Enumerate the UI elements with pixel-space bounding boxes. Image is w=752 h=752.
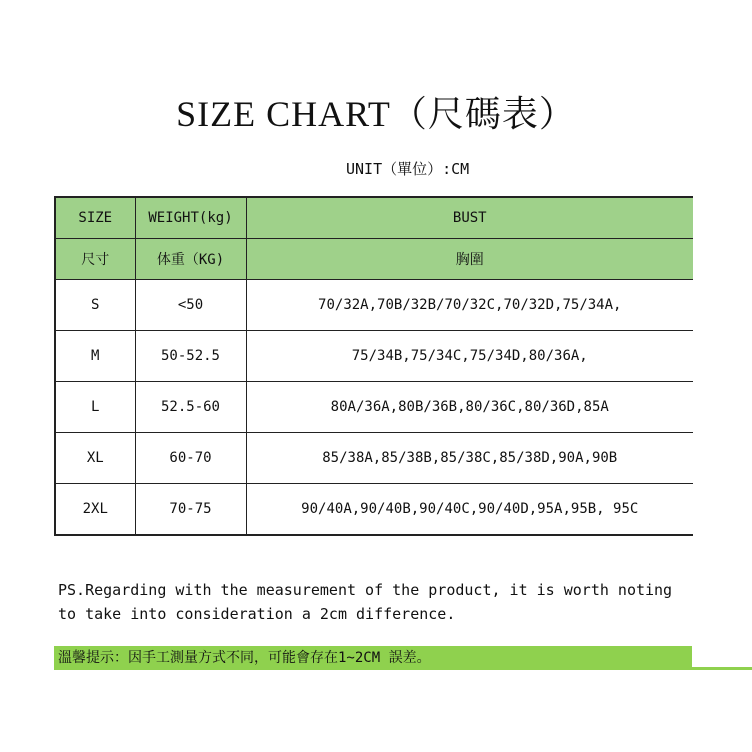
bust-cell: 90/40A,90/40B,90/40C,90/40D,95A,95B, 95C [246,484,693,536]
header-weight-zh: 体重（KG) [135,239,246,280]
table-row [55,484,693,536]
header-size-zh: 尺寸 [55,239,135,280]
header-bust: BUST [246,197,693,239]
table-row [55,382,693,433]
size-cell: XL [55,433,135,484]
header-row-en [55,197,693,239]
tip-banner-underline [692,667,752,670]
size-cell: M [55,331,135,382]
page-title: SIZE CHART（尺碼表） [176,94,576,134]
unit-label: UNIT（單位）:CM [346,160,470,178]
measurement-note: PS.Regarding with the measurement of the product, it is worth noting to take into consideration a 2cm difference. [58,581,673,623]
weight-cell: 50-52.5 [135,331,246,382]
header-row-zh [55,239,693,280]
bust-cell: 70/32A,70B/32B/70/32C,70/32D,75/34A, [246,280,693,331]
tip-text: 溫馨提示：因手工測量方式不同，可能會存在1~2CM 誤差。 [58,650,431,666]
header-size: SIZE [55,197,135,239]
table-row [55,433,693,484]
size-cell: S [55,280,135,331]
weight-cell: 70-75 [135,484,246,536]
header-weight: WEIGHT(kg) [135,197,246,239]
size-chart-table [54,196,693,536]
table-row [55,280,693,331]
header-bust-zh: 胸圍 [246,239,693,280]
bust-cell: 80A/36A,80B/36B,80/36C,80/36D,85A [246,382,693,433]
table-row [55,331,693,382]
weight-cell: 52.5-60 [135,382,246,433]
size-cell: L [55,382,135,433]
bust-cell: 75/34B,75/34C,75/34D,80/36A, [246,331,693,382]
weight-cell: <50 [135,280,246,331]
top-band [0,0,752,64]
weight-cell: 60-70 [135,433,246,484]
bust-cell: 85/38A,85/38B,85/38C,85/38D,90A,90B [246,433,693,484]
size-cell: 2XL [55,484,135,536]
